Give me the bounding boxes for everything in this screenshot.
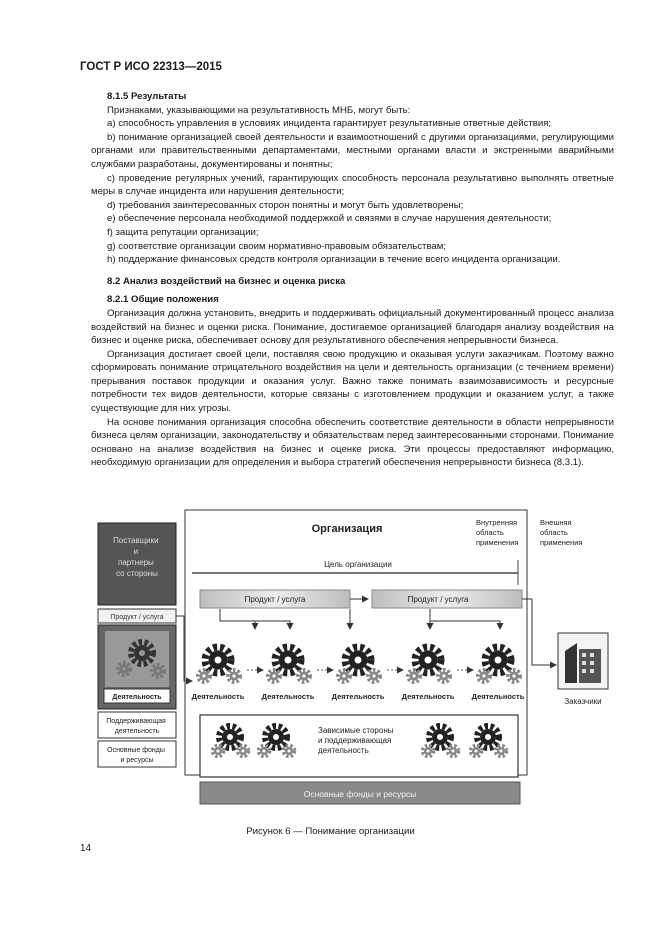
activity-label-1: Деятельность [191,692,245,701]
gear-icon [131,642,153,664]
list-item-b: b) понимание организацией своей деятельности и взаимоотношений с другими организациями, регулирующими органами или правительственными департаментами, местными органами власти и экстренными аварийными службами разработаны, документированы и понятны; [91,131,614,170]
gear-icon [345,647,371,673]
list-item-g: g) соответствие организации своим нормативно-правовым обязательствам; [107,240,447,252]
heading-8-1-5: 8.1.5 Результаты [107,91,187,102]
gear-icon [508,670,520,682]
list-item-d: d) требования заинтересованных сторон понятны и могут быть удовлетворены; [107,199,464,211]
gear-icon [205,647,231,673]
left-activity-label: Деятельность [112,694,162,701]
gear-icon [275,647,301,673]
gear-icon [268,670,280,682]
gear-icon [408,670,420,682]
gear-icon [477,726,499,748]
heading-8-2: 8.2 Анализ воздействий на бизнес и оценка риска [107,275,346,287]
gear-icon [198,670,210,682]
gear-icon [118,663,130,675]
left-supporting-label: Поддерживающая деятельность [106,718,166,735]
gear-icon [338,670,350,682]
gear-icon [152,665,164,677]
activity-label-2: Деятельность [261,692,315,701]
gear-icon [478,670,490,682]
activity-5 [478,647,520,682]
organization-title: Организация [311,523,383,535]
paragraph-1: Организация должна установить, внедрить и поддерживать официальный документированный процесс анализа воздействий на бизнес и оценки риска. Понимание, достигаемое организацией благодаря анализу воздействия на бизнес и оценке риска, обеспечивает основу для результативного обеспечения непрерывности бизнеса. [91,307,614,347]
gear-icon [415,647,441,673]
org-goal-label: Цель организации [324,560,392,569]
activity-label-5: Деятельность [471,692,525,701]
left-assets-label: Основные фонды и ресурсы [107,747,165,764]
core-assets-label: Основные фонды и ресурсы [303,789,417,799]
gear-icon [485,647,511,673]
activity-1 [198,647,240,682]
product-bar-1-label: Продукт / услуга [244,595,306,604]
customers-label: Заказчики [564,697,602,706]
activity-4 [408,647,450,682]
internal-scope-label: Внутренняя область применения [476,518,519,547]
figure-organization-diagram [80,505,620,815]
suppliers-label: Поставщики и партнеры со стороны [113,536,159,578]
product-bar-2-label: Продукт / услуга [407,595,469,604]
activity-2 [268,647,310,682]
heading-8-2-1: 8.2.1 Общие положения [107,294,219,306]
external-scope-label: Внешняя область применения [540,518,583,547]
list-item-f: f) защита репутации организации; [107,226,259,238]
activity-label-3: Деятельность [331,692,385,701]
intro-8-1-5: Признаками, указывающими на результативность МНБ, могут быть: [107,104,411,116]
paragraph-2: Организация достигает своей цели, поставляя свою продукцию и оказывая услуги заказчикам. Поэтому важно сформировать понимание отрицательного воздействия на цели и деятельность организации (с течением времени) прерывания поставок продукции и оказания услуг. Важно также понимать взаимозависимость и ресурсные потребности тех видов деятельности, которые связаны с изготовлением продукции и оказанием услуг, а также существующие для них угрозы. [91,348,614,415]
list-item-a: a) способность управления в условиях инцидента гарантирует результативные ответные действия; [107,118,552,130]
list-item-c: c) проведение регулярных учений, гарантирующих способность персонала результативно выполнять ответные меры в случае инцидента или нарушения деятельности; [91,172,614,198]
list-item-h: h) поддержание финансовых средств контроля организации в течение всего инцидента организации. [107,254,561,266]
body-text [91,90,614,470]
building-icon [565,643,601,683]
gear-icon [219,726,241,748]
activity-label-4: Деятельность [401,692,455,701]
paragraph-3: На основе понимания организация способна обеспечить соответствие деятельности в области непрерывности бизнеса целям организации, законодательству и обязательствам перед заинтересованными сторонами. Понимание основано на анализе воздействия на бизнес и оценке риска. Эти процессы предоставляют информацию, необходимую организации для определения и выбора стратегий обеспечения непрерывности бизнеса (8.3.1). [91,416,614,469]
gear-icon [298,670,310,682]
dependents-label: Зависимые стороны и поддерживающая деятельность [318,726,394,755]
gear-icon [228,670,240,682]
gear-icon [265,726,287,748]
gear-icon [368,670,380,682]
document-id-header: ГОСТ Р ИСО 22313—2015 [80,61,222,73]
left-product-label: Продукт / услуга [110,614,164,621]
activity-3 [338,647,380,682]
gear-icon [429,726,451,748]
list-item-e: e) обеспечение персонала необходимой поддержкой и связями в случае нарушения деятельности; [107,213,552,225]
gear-icon [438,670,450,682]
figure-caption: Рисунок 6 — Понимание организации [246,826,415,837]
page-number: 14 [80,843,92,854]
